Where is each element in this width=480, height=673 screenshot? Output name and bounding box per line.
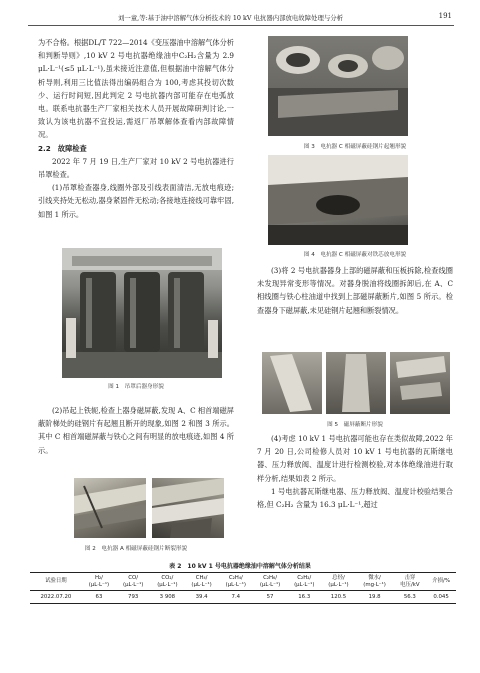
- table-2-title: 表 2 10 kV 1 号电抗器绝缘油中溶解气体分析结果: [169, 563, 311, 570]
- left-column-lower: [38, 404, 234, 457]
- figure-2-photo-left: [74, 478, 146, 538]
- col-header-dielectric-loss: 介损/%: [432, 578, 450, 584]
- left-column: [38, 36, 234, 221]
- col-header-c2h6: C₂H₆/ (μL·L⁻¹): [259, 574, 281, 588]
- paragraph-inspection-4: (4)考虑 10 kV 1 号电抗器可能也存在类似故障,2022 年 7 月 20 日,公司检修人员对 10 kV 1 号电抗器的瓦斯继电器、压力释放阀、温度计进行检测校验,对本体绝缘油进行取样分析,结果如表 2 所示。: [257, 434, 453, 483]
- cell-breakdown-voltage: 56.3: [403, 594, 416, 600]
- col-header-co: CO/ (μL·L⁻¹): [122, 574, 144, 588]
- figure-1-photo: [62, 248, 222, 378]
- paragraph-inspection-date: 2022 年 7 月 19 日,生产厂家对 10 kV 2 号电抗器进行吊罩检查。: [38, 156, 234, 180]
- col-header-breakdown-voltage: 击穿 电压/kV: [400, 574, 420, 588]
- gas-analysis-table: [30, 572, 456, 604]
- col-header-co2: CO₂/ (μL·L⁻¹): [157, 574, 178, 588]
- reactor-core-illustration: [62, 248, 222, 378]
- figure-5-caption: 图 5 磁屏蔽断片形貌: [327, 422, 383, 428]
- table-header-row: [30, 573, 456, 591]
- shield-fragment-3-illustration: [390, 352, 450, 414]
- col-header-micro-water: 微水/ (mg·L⁻¹): [363, 574, 386, 588]
- paragraph-inspection-1: (1)吊罩检查器身,线圈外部及引线表面清洁,无放电痕迹;引线夹持处无松动,器身紧固件无松动;各接地连接线可靠牢固,如图 1 所示。: [38, 183, 234, 219]
- figure-4-photo: [268, 155, 408, 245]
- discharge-mark-illustration: [268, 155, 408, 245]
- shield-fracture-a-illustration: [74, 478, 146, 538]
- figure-3-caption: 图 3 电抗器 C 相磁屏蔽硅钢片起翘形貌: [303, 144, 407, 150]
- shield-lifted-c-illustration: [268, 36, 408, 136]
- cell-h2: 63: [95, 594, 103, 600]
- col-header-ch4: CH₄/ (μL·L⁻¹): [191, 574, 212, 588]
- cell-dielectric-loss: 0.045: [433, 594, 449, 600]
- cell-co2: 3 908: [159, 594, 176, 600]
- right-column-upper: [257, 264, 453, 317]
- shield-fracture-a-detail-illustration: [152, 478, 224, 538]
- col-header-total-hydrocarbon: 总烃/ (μL·L⁻¹): [328, 574, 349, 588]
- table-row: [30, 591, 456, 604]
- col-header-h2: H₂/ (μL·L⁻¹): [88, 574, 110, 588]
- figure-1-caption: 图 1 吊罩后器身形貌: [108, 384, 164, 390]
- section-heading: 2.2 故障检查: [38, 143, 87, 153]
- cell-date: 2022.07.20: [40, 594, 72, 600]
- paragraph-diagnosis: 为不合格。根据DL/T 722—2014《变压器油中溶解气体分析和判断导则》,10 kV 2 号电抗器绝缘油中C₂H₂含量为 2.9 μL·L⁻¹(≤5 μL·L⁻¹),虽未接近注意值,但根据油中溶解气体分析导则,利用三比值法得出编码组合为 100,考虑其投切次数少、运行时间短,因此判定 2 号电抗器内部可能存在电弧放电。联系电抗器生产厂家相关技术人员开展故障研判讨论,一致认为该电抗器不宜投运,需返厂吊罩解体查看内部故障情况。: [38, 38, 234, 140]
- figure-3-photo: [268, 36, 408, 136]
- cell-c2h4: 7.4: [231, 594, 241, 600]
- running-header: [28, 10, 454, 26]
- figure-5-photo-1: [262, 352, 322, 414]
- cell-c2h6: 57: [266, 594, 274, 600]
- figure-4-caption: 图 4 电抗器 C 相磁屏蔽对铁芯放电形貌: [303, 252, 407, 258]
- paragraph-inspection-3: (3)将 2 号电抗器器身上部的磁屏蔽和压板拆除,检查线圈未发现异常变形等情况。对器身脱油将线圈拆卸后,在 A、C 相线圈与铁心柱油道中找到上部磁屏蔽断片,如图 5 所示。检查器身下磁屏蔽,未见硅钢片起翘和断裂情况。: [257, 266, 453, 315]
- right-column-lower: [257, 432, 453, 511]
- col-header-c2h4: C₂H₄/ (μL·L⁻¹): [225, 574, 247, 588]
- col-header-c2h2: C₂H₂/ (μL·L⁻¹): [294, 574, 315, 588]
- paragraph-inspection-result: 1 号电抗器瓦斯继电器、压力释放阀、温度计校验结果合格,但 C₂H₂ 含量为 16.3 μL·L⁻¹,超过: [257, 486, 453, 510]
- cell-ch4: 39.4: [195, 594, 208, 600]
- figure-5-photo-3: [390, 352, 450, 414]
- cell-co: 793: [128, 594, 139, 600]
- cell-c2h2: 16.3: [298, 594, 311, 600]
- col-header-date: 试验日期: [45, 578, 67, 584]
- running-title: 刘一童,等:基于油中溶解气体分析技术的 10 kV 电抗器内部放电故障处理与分析: [118, 14, 344, 22]
- paragraph-inspection-2: (2)吊起上铁轭,检查上器身磁屏蔽,发现 A、C 相首端磁屏蔽阶梯处的硅钢片有起翘且断开的现象,如图 2 和图 3 所示。其中 C 相首端磁屏蔽与铁心之间有明显的放电痕迹,如图 4 所示。: [38, 406, 234, 455]
- figure-2-caption: 图 2 电抗器 A 相磁屏蔽硅钢片断裂形貌: [84, 546, 188, 552]
- cell-total-hydrocarbon: 120.5: [330, 594, 347, 600]
- cell-micro-water: 19.8: [368, 594, 381, 600]
- page-number: 191: [438, 12, 452, 20]
- shield-fragment-2-illustration: [326, 352, 386, 414]
- figure-5-photo-2: [326, 352, 386, 414]
- shield-fragment-1-illustration: [262, 352, 322, 414]
- figure-2-photo-right: [152, 478, 224, 538]
